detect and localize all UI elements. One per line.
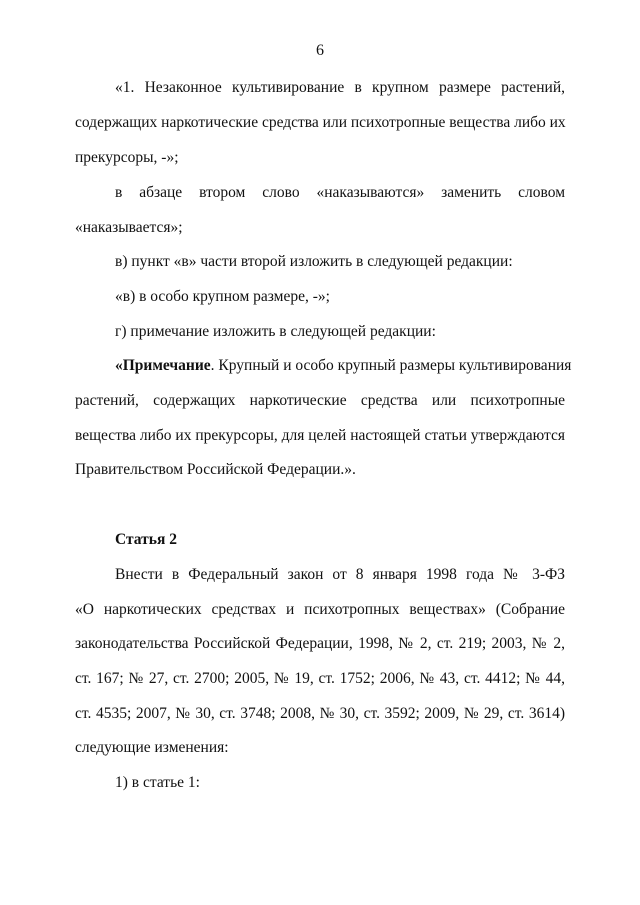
paragraph-line: «в) в особо крупном размере, -»; (115, 288, 330, 305)
paragraph-line: «О наркотических средствах и психотропных веществах» (Собрание (75, 601, 565, 618)
paragraph-line: 1) в статье 1: (115, 774, 200, 791)
paragraph-line: «наказывается»; (75, 219, 183, 236)
paragraph-line: содержащих наркотические средства или психотропные вещества либо их (75, 114, 566, 131)
paragraph-line: «1. Незаконное культивирование в крупном размере растений, (115, 79, 565, 96)
article-heading: Статья 2 (115, 531, 177, 548)
paragraph-line: в) пункт «в» части второй изложить в следующей редакции: (115, 253, 513, 270)
paragraph-line: в абзаце втором слово «наказываются» заменить словом (115, 184, 565, 201)
paragraph-line (115, 356, 572, 376)
paragraph-line: растений, содержащих наркотические средства или психотропные (75, 392, 565, 409)
paragraph-line: г) примечание изложить в следующей редакции: (115, 323, 436, 340)
paragraph-line: Правительством Российской Федерации.». (75, 461, 356, 478)
paragraph-line: вещества либо их прекурсоры, для целей настоящей статьи утверждаются (75, 427, 565, 444)
paragraph-line: прекурсоры, -»; (75, 149, 179, 166)
paragraph-line: ст. 4535; 2007, № 30, ст. 3748; 2008, № 30, ст. 3592; 2009, № 29, ст. 3614) (75, 705, 565, 722)
page-number: 6 (316, 42, 324, 59)
paragraph-line: следующие изменения: (75, 739, 229, 756)
paragraph-line: ст. 167; № 27, ст. 2700; 2005, № 19, ст. 1752; 2006, № 43, ст. 4412; № 44, (75, 670, 565, 687)
note-text: . Крупный и особо крупный размеры культивирования (210, 357, 572, 374)
paragraph-line: законодательства Российской Федерации, 1998, № 2, ст. 219; 2003, № 2, (75, 635, 565, 652)
paragraph-line: Внести в Федеральный закон от 8 января 1998 года № 3-ФЗ (115, 566, 565, 583)
note-label: «Примечание (115, 357, 211, 374)
